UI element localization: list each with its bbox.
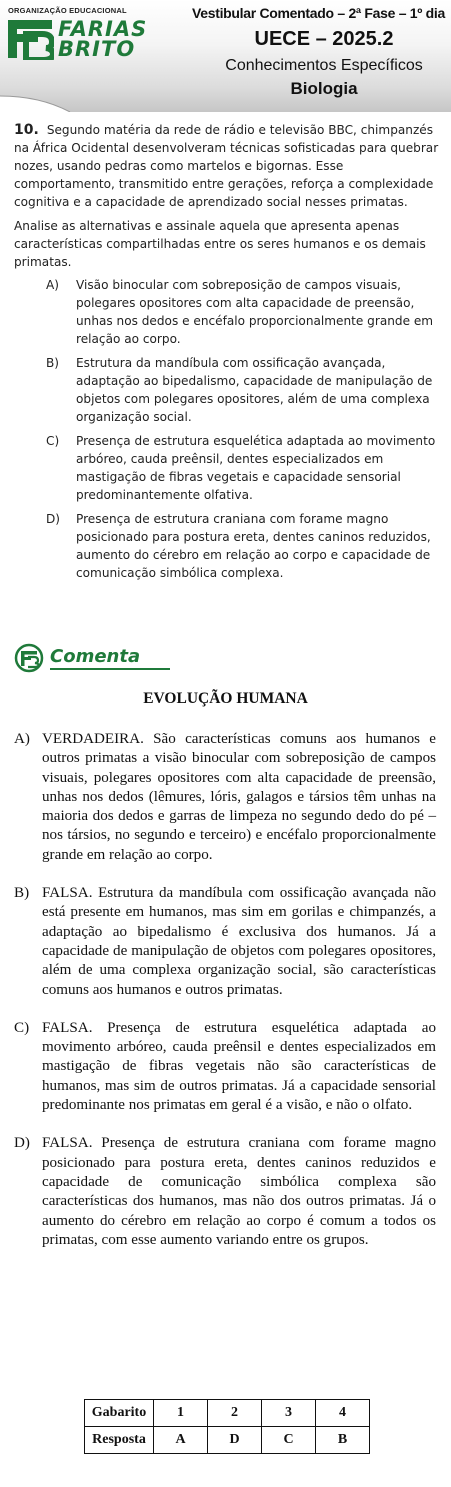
answer-text: FALSA. Estrutura da mandíbula com ossificação avançada não está presente em humanos, mas sim em gorilas e chimpanzés, a adaptação ao bipedalismo é exclusiva dos humanos. Já a capacidade de manipulação de objetos com polegares opositores, além de uma complexa organização social, são características comuns aos humanos e outros primatas. [42, 885, 436, 998]
answer-text: FALSA. Presença de estrutura esquelética adaptada ao movimento arbóreo, cauda preênsil e dentes especializados em mastigação de fibras vegetais não são características de humanos, mas sim de outros primatas. Já a capacidade sensorial predominante nos primatas em geral é a visão, e não o olfato. [42, 1019, 436, 1114]
answer-text: FALSA. Presença de estrutura craniana com forame magno posicionado para postura ereta, dentes caninos reduzidos e capacidade de comunicação simbólica complexa são características dos humanos, mas não dos outros primatas. Já o aumento do cérebro em relação ao corpo é comum a todos os primatas, com esse aumento variando entre os grupos. [42, 1135, 436, 1248]
answer-text: VERDADEIRA. São características comuns aos humanos e outros primatas a visão binocular com sobreposição de campos visuais, polegares opositores com alta capacidade de preensão, unhas nos dedos (lêmures, lóris, galagos e társios têm unhas na maioria dos dedos e garras de limpeza no segundo dedo do pé – nos társios, no segundo e terceiro) e encéfalo proporcionalmente grande em relação ao corpo. [42, 731, 436, 863]
org-label: ORGANIZAÇÃO EDUCACIONAL [8, 6, 127, 15]
answer-letter: A) [14, 731, 30, 747]
alternative-c [14, 432, 440, 504]
commentary-answers [14, 730, 436, 1269]
logo-word-brito: BRITO [58, 37, 136, 61]
answer-key-answer: C [262, 1427, 316, 1454]
question-text: Segundo matéria da rede de rádio e televisão BBC, chimpanzés na África Ocidental desenvolveram técnicas sofisticadas para quebrar nozes, usando pedras como martelos e bigornas. Esse comportamento, transmitido entre gerações, reforça a complexidade cognitiva e a capacidade de aprendizado social nesses primatas. [14, 123, 439, 209]
answer-b [14, 884, 436, 1000]
answer-key-answer-row [85, 1427, 370, 1454]
answer-key-column: 2 [208, 1400, 262, 1427]
question-block [14, 121, 440, 588]
answer-key-table [84, 1399, 370, 1454]
alternative-text: Visão binocular com sobreposição de campos visuais, polegares opositores com alta capacidade de preensão, unhas nos dedos e encéfalo proporcionalmente grande em relação ao corpo. [76, 278, 434, 346]
answer-key-answer: A [154, 1427, 208, 1454]
alternative-letter: D) [46, 512, 61, 526]
exam-edition: UECE – 2025.2 [254, 28, 394, 50]
alternative-text: Presença de estrutura craniana com forame magno posicionado para postura ereta, dentes caninos reduzidos, aumento do cérebro em relação ao corpo e capacidade de comunicação simbólica complexa. [76, 512, 431, 580]
alternative-letter: B) [46, 356, 60, 370]
answer-key-header-row [85, 1400, 370, 1427]
answer-key-column: 4 [316, 1400, 370, 1427]
alternative-text: Presença de estrutura esquelética adaptada ao movimento arbóreo, cauda preênsil, dentes especializados em mastigação de fibras vegetais e capacidade sensorial predominantemente olfativa. [76, 434, 436, 502]
alternative-text: Estrutura da mandíbula com ossificação avançada, adaptação ao bipedalismo, capacidade de manipulação de objetos com polegares opositores, além de uma complexa organização social. [76, 356, 433, 424]
answer-c [14, 1019, 436, 1115]
topic-title: EVOLUÇÃO HUMANA [143, 690, 308, 707]
answer-letter: D) [14, 1135, 30, 1152]
question-statement [14, 121, 440, 211]
question-instruction: Analise as alternativas e assinale aquela que apresenta apenas características compartilhadas entre os seres humanos e os demais primatas. [14, 219, 426, 269]
exam-title: Vestibular Comentado – 2ª Fase – 1º dia [191, 5, 445, 21]
farias-brito-logo [6, 6, 196, 66]
answer-d [14, 1134, 436, 1250]
comenta-underline [50, 668, 170, 670]
answer-key-label: Gabarito [85, 1400, 154, 1427]
fb-logo-icon [8, 18, 54, 60]
alternative-letter: A) [46, 278, 59, 292]
alternatives-list [14, 276, 440, 582]
answer-key-label: Resposta [85, 1427, 154, 1454]
answer-key-answer: B [316, 1427, 370, 1454]
logo-word-farias: FARIAS [58, 17, 148, 41]
comenta-banner [14, 643, 164, 673]
question-number: 10. [14, 122, 39, 138]
alternative-a [14, 276, 440, 348]
answer-letter: C) [14, 1019, 30, 1036]
answer-key-column: 1 [154, 1400, 208, 1427]
exam-section: Conhecimentos Específicos [225, 57, 423, 74]
page-header [0, 0, 451, 112]
exam-subject: Biologia [290, 79, 358, 98]
alternative-letter: C) [46, 434, 60, 448]
comenta-label: Comenta [50, 646, 141, 667]
answer-a [14, 730, 436, 865]
answer-key-answer: D [208, 1427, 262, 1454]
alternative-b [14, 354, 440, 426]
alternative-d [14, 510, 440, 582]
answer-key-column: 3 [262, 1400, 316, 1427]
answer-letter: B) [14, 885, 30, 902]
farias-brito-logo-icon [14, 643, 44, 673]
